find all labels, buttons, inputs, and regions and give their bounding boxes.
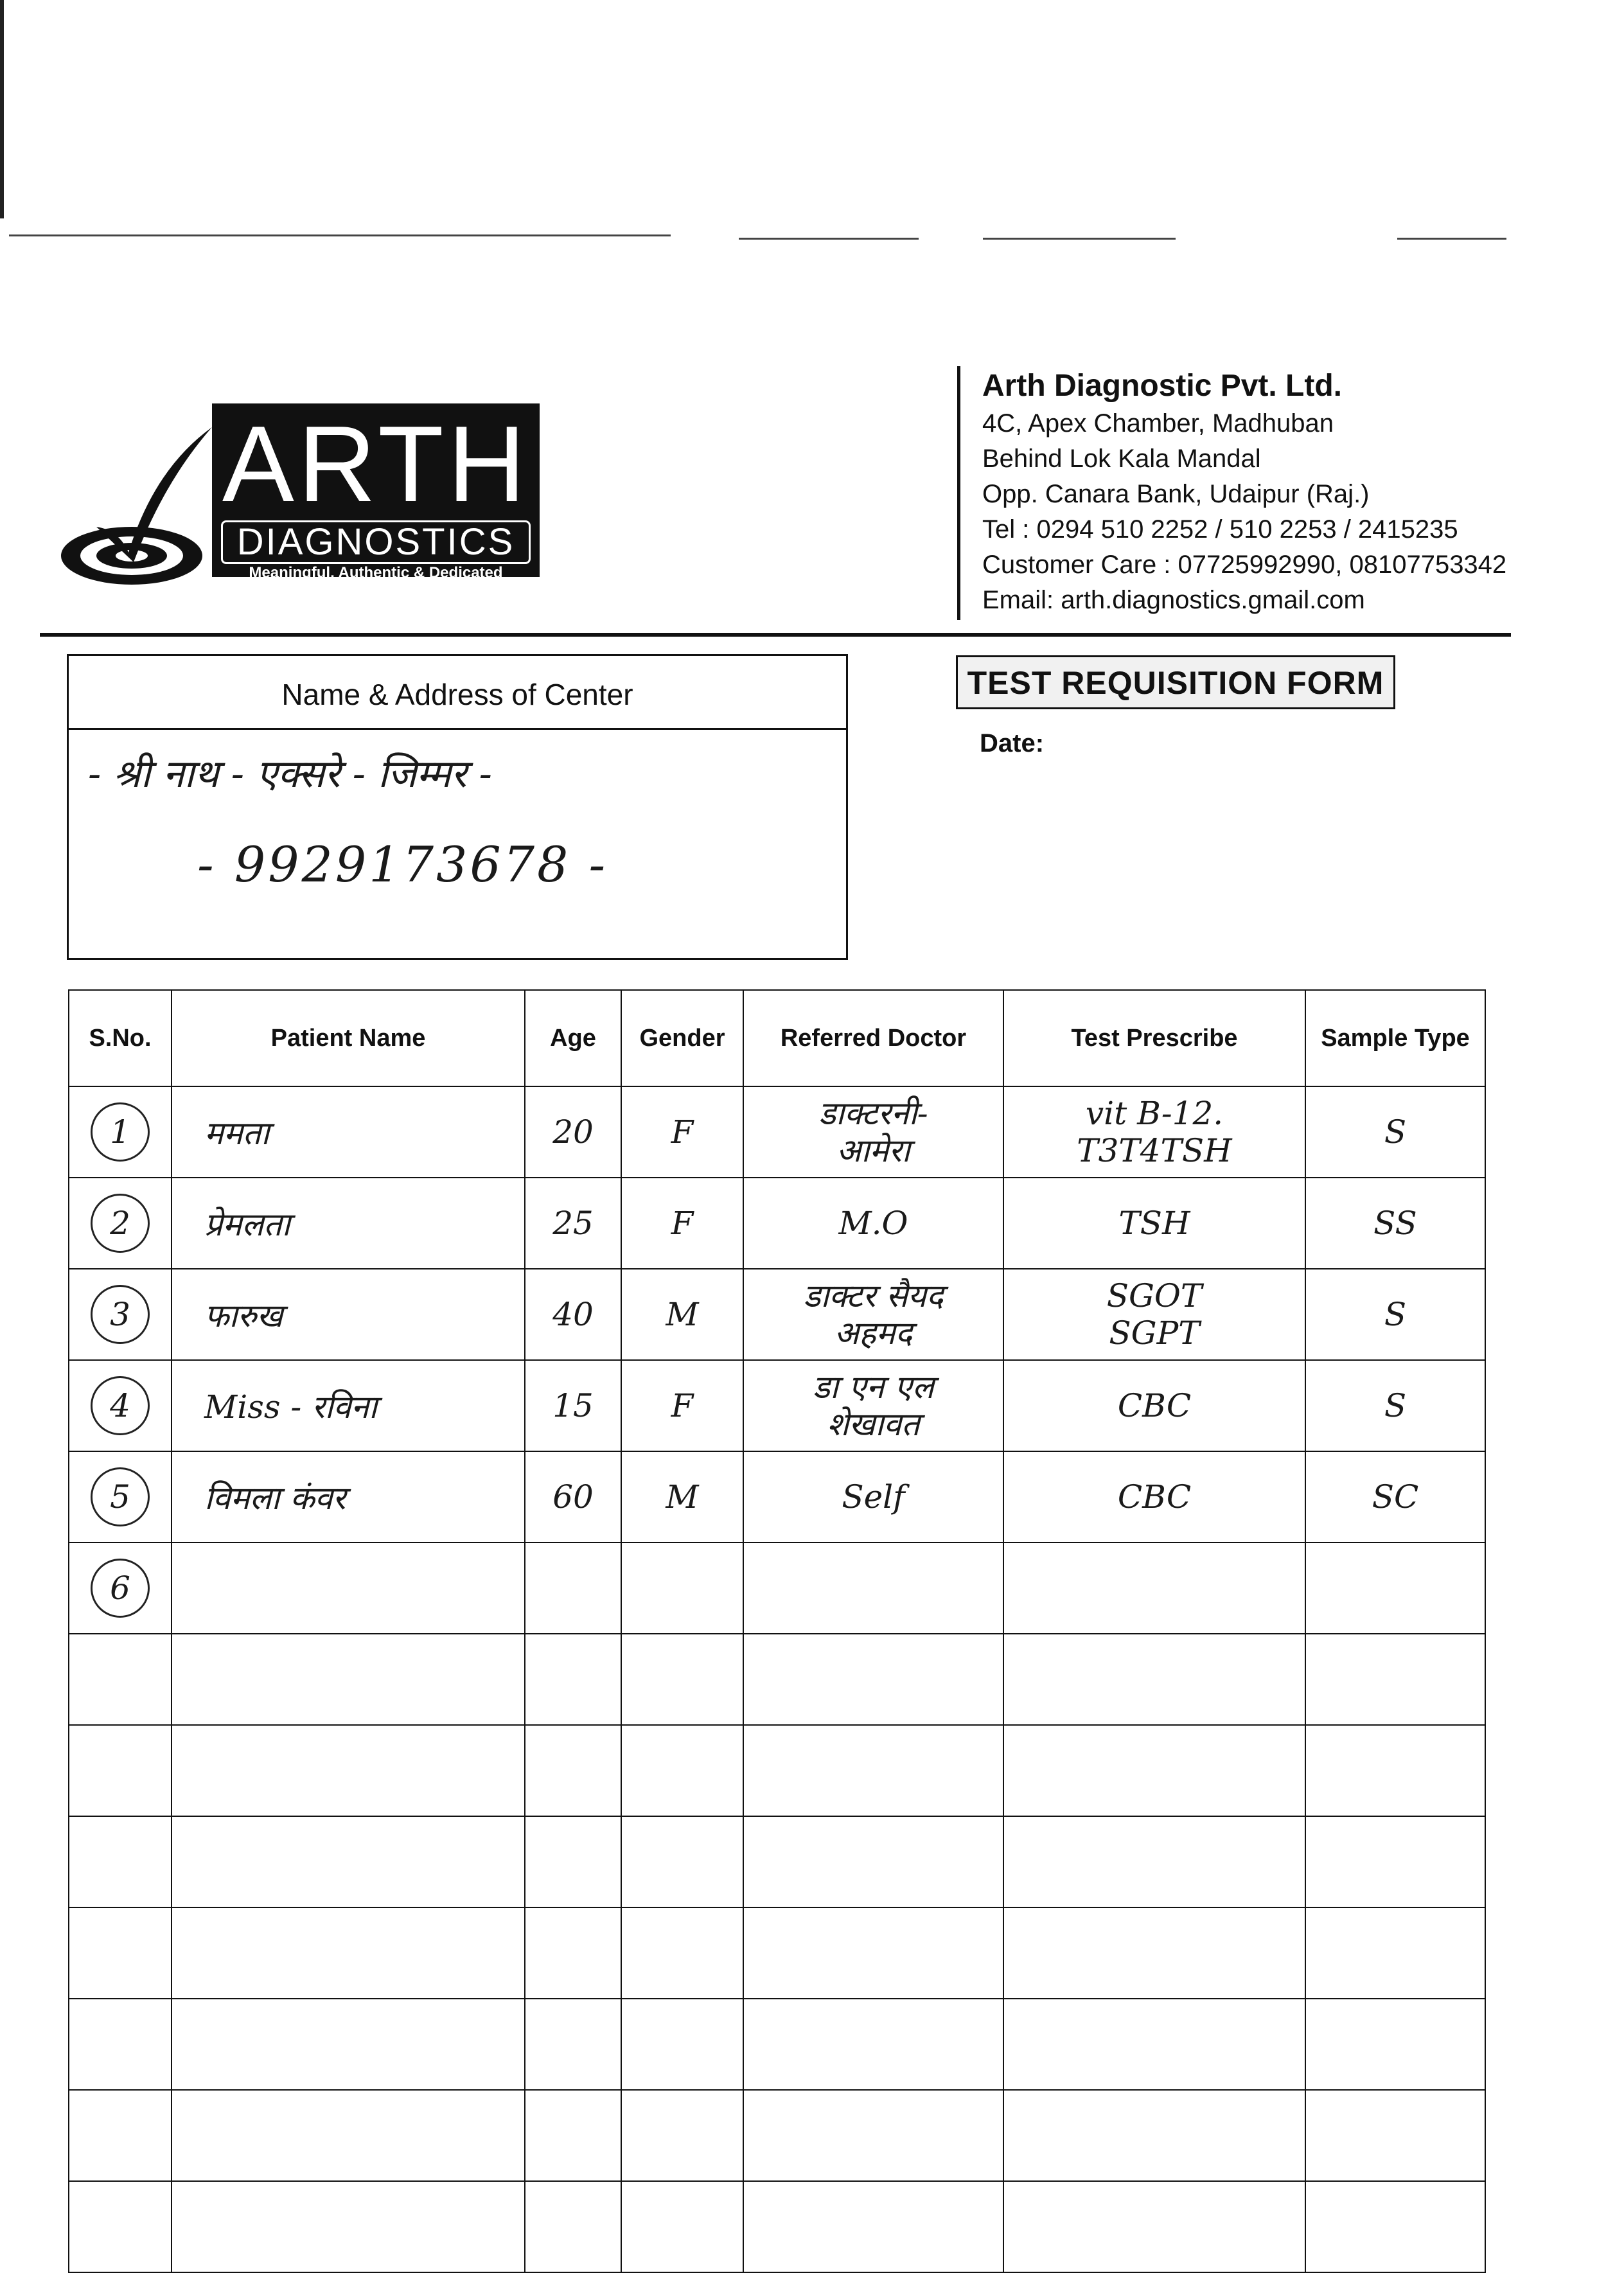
sample-cell[interactable]: [1305, 1999, 1485, 2090]
doctor-line: Self: [842, 1478, 905, 1516]
sample-cell[interactable]: [1305, 2090, 1485, 2181]
company-name: Arth Diagnostic Pvt. Ltd.: [982, 369, 1343, 403]
patient-name-cell[interactable]: [172, 1816, 525, 1907]
age-cell[interactable]: [525, 1451, 621, 1543]
sample-cell[interactable]: [1305, 1269, 1485, 1360]
sno-circle: 2: [91, 1194, 150, 1253]
patient-name-cell[interactable]: [172, 1269, 525, 1360]
target-check-icon: [58, 424, 218, 585]
sno-circle: 1: [91, 1102, 150, 1162]
sno-cell: [69, 1269, 172, 1360]
sample-value: SC: [1372, 1478, 1419, 1516]
doctor-line: शेखावत: [827, 1406, 920, 1443]
gender-cell[interactable]: [621, 1178, 743, 1269]
sno-circle: 6: [91, 1559, 150, 1618]
doctor-line: M.O: [838, 1205, 908, 1242]
patient-name-cell[interactable]: [172, 2181, 525, 2272]
patient-name: फारुख: [204, 1297, 283, 1334]
patient-name-cell[interactable]: [172, 1907, 525, 1999]
test-cell[interactable]: [1003, 1451, 1305, 1543]
age-cell[interactable]: [525, 1634, 621, 1725]
blank-row: [69, 2090, 1485, 2181]
sno-cell[interactable]: [69, 2090, 172, 2181]
sno-cell[interactable]: [69, 1999, 172, 2090]
patient-name-cell[interactable]: [172, 2090, 525, 2181]
sample-cell[interactable]: [1305, 1178, 1485, 1269]
patient-table: [68, 989, 1486, 2273]
company-address-line: Opp. Canara Bank, Udaipur (Raj.): [982, 480, 1370, 508]
age-value: 20: [552, 1113, 594, 1151]
gender-value: M: [666, 1296, 699, 1333]
doctor-cell[interactable]: [743, 1816, 1003, 1907]
test-line: SGPT: [1109, 1314, 1200, 1352]
test-cell[interactable]: [1003, 1178, 1305, 1269]
patient-name: ममता: [204, 1115, 270, 1152]
age-value: 15: [552, 1387, 594, 1424]
doctor-cell[interactable]: [743, 1725, 1003, 1816]
logo-wordmark: ARTH: [222, 403, 530, 524]
test-cell[interactable]: [1003, 1543, 1305, 1634]
center-phone-field[interactable]: - 9929173678 -: [197, 836, 608, 893]
test-cell[interactable]: [1003, 1816, 1305, 1907]
patient-name-cell[interactable]: [172, 1178, 525, 1269]
test-line: TSH: [1118, 1205, 1190, 1242]
test-cell[interactable]: [1003, 1360, 1305, 1451]
gender-cell[interactable]: [621, 1816, 743, 1907]
table-row: [69, 1543, 1485, 1634]
table-row: [69, 1178, 1485, 1269]
blank-row: [69, 1816, 1485, 1907]
scan-artifact-line: [739, 238, 919, 240]
age-cell[interactable]: [525, 1269, 621, 1360]
sno-cell[interactable]: [69, 2181, 172, 2272]
logo-subtitle: DIAGNOSTICS: [221, 520, 531, 564]
company-address-line: Behind Lok Kala Mandal: [982, 445, 1261, 473]
doctor-cell[interactable]: [743, 2181, 1003, 2272]
table-header-row: [69, 990, 1485, 1086]
doctor-cell[interactable]: [743, 1543, 1003, 1634]
logo-wordmark-box: [212, 403, 540, 581]
center-name-field[interactable]: - श्री नाथ - एक्सरे - जिम्मर -: [88, 752, 492, 797]
test-cell[interactable]: [1003, 1269, 1305, 1360]
table-row: [69, 1086, 1485, 1178]
blank-row: [69, 1907, 1485, 1999]
scan-artifact-line: [983, 238, 1176, 240]
doctor-cell[interactable]: [743, 1360, 1003, 1451]
scan-artifact-line: [1397, 238, 1506, 240]
doctor-cell[interactable]: [743, 1999, 1003, 2090]
sample-cell[interactable]: [1305, 1451, 1485, 1543]
header-referred-doctor: Referred Doctor: [743, 990, 1003, 1086]
gender-cell[interactable]: [621, 1269, 743, 1360]
gender-value: F: [671, 1205, 694, 1242]
sno-circle: 5: [91, 1467, 150, 1526]
header-test-prescribe: Test Prescribe: [1003, 990, 1305, 1086]
sno-cell[interactable]: [69, 1634, 172, 1725]
gender-cell[interactable]: [621, 1451, 743, 1543]
age-value: 25: [552, 1205, 594, 1242]
sno-cell: [69, 1451, 172, 1543]
doctor-line: डाक्टरनी-: [818, 1095, 928, 1132]
age-cell[interactable]: [525, 1178, 621, 1269]
center-box-title: Name & Address of Center: [69, 656, 846, 730]
patient-name-cell[interactable]: [172, 1634, 525, 1725]
gender-cell[interactable]: [621, 1725, 743, 1816]
patient-name-cell[interactable]: [172, 1543, 525, 1634]
sample-cell[interactable]: [1305, 1816, 1485, 1907]
age-cell[interactable]: [525, 1360, 621, 1451]
doctor-cell[interactable]: [743, 1634, 1003, 1725]
sample-cell[interactable]: [1305, 1634, 1485, 1725]
patient-name-cell[interactable]: [172, 1360, 525, 1451]
sno-cell: [69, 1086, 172, 1178]
gender-cell[interactable]: [621, 1086, 743, 1178]
age-cell[interactable]: [525, 2090, 621, 2181]
age-value: 60: [552, 1478, 594, 1516]
company-address-line: 4C, Apex Chamber, Madhuban: [982, 409, 1334, 438]
age-cell[interactable]: [525, 1907, 621, 1999]
test-line: T3T4TSH: [1077, 1132, 1232, 1169]
doctor-line: आमेरा: [836, 1132, 910, 1169]
gender-cell[interactable]: [621, 1543, 743, 1634]
logo-tagline: Meaningful, Authentic & Dedicated: [249, 564, 503, 581]
gender-value: F: [671, 1113, 694, 1151]
test-line: SGOT: [1106, 1277, 1203, 1314]
patient-name: विमला कंवर: [204, 1480, 346, 1517]
age-cell[interactable]: [525, 1999, 621, 2090]
sample-value: S: [1384, 1296, 1407, 1333]
header-divider: [40, 633, 1511, 637]
age-cell[interactable]: [525, 2181, 621, 2272]
blank-row: [69, 2181, 1485, 2272]
sample-cell[interactable]: [1305, 1725, 1485, 1816]
gender-cell[interactable]: [621, 2090, 743, 2181]
age-cell[interactable]: [525, 1725, 621, 1816]
sample-value: SS: [1373, 1205, 1417, 1242]
doctor-line: डाक्टर सैयद: [803, 1277, 944, 1314]
sample-value: S: [1384, 1113, 1407, 1151]
test-cell[interactable]: [1003, 1634, 1305, 1725]
gender-cell[interactable]: [621, 1634, 743, 1725]
gender-cell[interactable]: [621, 1999, 743, 2090]
company-info: [957, 366, 1506, 620]
sample-cell[interactable]: [1305, 1360, 1485, 1451]
sno-cell: [69, 1360, 172, 1451]
test-line: CBC: [1117, 1387, 1192, 1424]
doctor-line: डा एन एल: [813, 1368, 934, 1406]
doctor-cell[interactable]: [743, 1178, 1003, 1269]
doctor-cell[interactable]: [743, 1451, 1003, 1543]
form-title: TEST REQUISITION FORM: [956, 655, 1395, 709]
sno-circle: 3: [91, 1285, 150, 1344]
patient-name-cell[interactable]: [172, 1725, 525, 1816]
gender-cell[interactable]: [621, 2181, 743, 2272]
scan-edge: [0, 0, 4, 218]
center-box: [67, 654, 848, 960]
company-phone: Tel : 0294 510 2252 / 510 2253 / 2415235: [982, 515, 1458, 544]
gender-value: F: [671, 1387, 694, 1424]
sample-value: S: [1384, 1387, 1407, 1424]
gender-cell[interactable]: [621, 1360, 743, 1451]
doctor-line: अहमद: [834, 1314, 913, 1352]
doctor-cell[interactable]: [743, 1269, 1003, 1360]
doctor-cell[interactable]: [743, 1086, 1003, 1178]
sno-cell: [69, 1543, 172, 1634]
age-value: 40: [552, 1296, 594, 1333]
age-cell[interactable]: [525, 1086, 621, 1178]
patient-name-cell[interactable]: [172, 1086, 525, 1178]
test-cell[interactable]: [1003, 1999, 1305, 2090]
test-cell[interactable]: [1003, 1725, 1305, 1816]
date-label: Date:: [980, 729, 1045, 757]
blank-row: [69, 1634, 1485, 1725]
test-cell[interactable]: [1003, 2090, 1305, 2181]
sno-cell[interactable]: [69, 1907, 172, 1999]
doctor-cell[interactable]: [743, 2090, 1003, 2181]
patient-name-cell[interactable]: [172, 1999, 525, 2090]
sno-circle: 4: [91, 1376, 150, 1435]
age-cell[interactable]: [525, 1543, 621, 1634]
table-row: [69, 1360, 1485, 1451]
table-row: [69, 1451, 1485, 1543]
blank-row: [69, 1725, 1485, 1816]
gender-cell[interactable]: [621, 1907, 743, 1999]
sno-cell[interactable]: [69, 1816, 172, 1907]
company-customer-care: Customer Care : 07725992990, 08107753342: [982, 551, 1507, 579]
age-cell[interactable]: [525, 1816, 621, 1907]
test-line: vit B-12.: [1085, 1095, 1224, 1132]
test-cell[interactable]: [1003, 1907, 1305, 1999]
doctor-cell[interactable]: [743, 1907, 1003, 1999]
patient-name: Miss - रविना: [204, 1388, 378, 1426]
sno-cell: [69, 1178, 172, 1269]
sno-cell[interactable]: [69, 1725, 172, 1816]
sample-cell[interactable]: [1305, 2181, 1485, 2272]
test-cell[interactable]: [1003, 2181, 1305, 2272]
blank-row: [69, 1999, 1485, 2090]
sample-cell[interactable]: [1305, 1543, 1485, 1634]
sample-cell[interactable]: [1305, 1086, 1485, 1178]
company-email: Email: arth.diagnostics.gmail.com: [982, 586, 1365, 614]
header-sample-type: Sample Type: [1305, 990, 1485, 1086]
scan-artifact-line: [9, 234, 671, 236]
header-patient-name: Patient Name: [172, 990, 525, 1086]
patient-name: प्रेमलता: [204, 1206, 290, 1243]
patient-name-cell[interactable]: [172, 1451, 525, 1543]
header-sno: S.No.: [69, 990, 172, 1086]
logo: [58, 398, 552, 585]
table-row: [69, 1269, 1485, 1360]
gender-value: M: [666, 1478, 699, 1516]
test-line: CBC: [1117, 1478, 1192, 1516]
test-cell[interactable]: [1003, 1086, 1305, 1178]
header-gender: Gender: [621, 990, 743, 1086]
sample-cell[interactable]: [1305, 1907, 1485, 1999]
header-age: Age: [525, 990, 621, 1086]
